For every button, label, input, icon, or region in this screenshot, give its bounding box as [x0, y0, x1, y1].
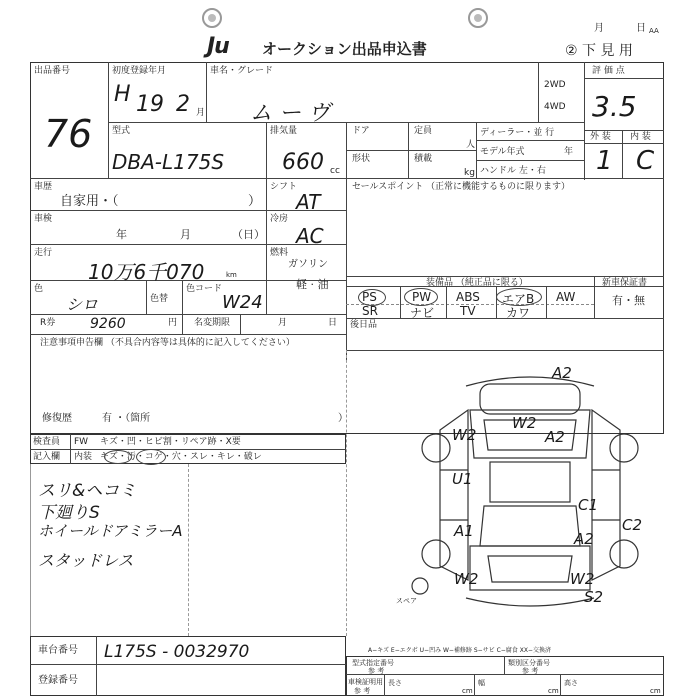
spare-label: スペア — [396, 597, 417, 605]
capacity-label: 定員 — [414, 126, 433, 136]
exterior-score: 1 — [596, 146, 613, 176]
warranty-value: 有・無 — [612, 294, 645, 307]
registration-month: 2 — [176, 92, 190, 117]
car-name-label: 車名・グレード — [210, 66, 274, 76]
spec-type-label: 型式指定番号 — [352, 659, 394, 667]
load-label: 積載 — [414, 154, 433, 164]
spec-class-label: 類別区分番号 — [508, 659, 550, 667]
shaken-year: 年 — [116, 228, 127, 241]
name-change-day: 日 — [328, 318, 338, 328]
mileage-value: 10万6千070 — [88, 260, 205, 284]
mark-w2-right-rear: W2 — [570, 570, 595, 588]
chassis-label: 車台番号 — [38, 645, 78, 656]
mark-u1: U1 — [452, 470, 473, 488]
dealer-label: ディーラー・並 行 — [480, 128, 555, 138]
circle-airbag — [496, 288, 542, 306]
shaken-day: （日） — [232, 228, 265, 241]
logo: Ju — [207, 34, 229, 59]
lot-value: 76 — [44, 112, 93, 156]
form-title: オークション出品申込書 — [262, 40, 427, 58]
inspector-items: キズ・凹・ヒビ割・リペア跡・X要 — [100, 437, 241, 447]
mark-a2-top: A2 — [552, 364, 572, 382]
drive-4wd: 4WD — [544, 102, 566, 112]
score-value: 3.5 — [592, 90, 637, 123]
entry-interior: 内装 — [74, 452, 93, 462]
shape-label: 形状 — [352, 154, 371, 164]
spec-cert-label: 車検証明用 — [348, 678, 383, 686]
inspector-label: 検査員 — [33, 437, 61, 447]
entry-label: 記入欄 — [33, 452, 61, 462]
model-value: DBA‐L175S — [112, 150, 225, 174]
equip-airbag: エアB — [502, 292, 535, 306]
handwritten-note-1: スリ&ヘコミ — [38, 481, 137, 501]
mark-w2-hood: W2 — [512, 414, 537, 432]
circle-pw — [404, 288, 438, 306]
recycle-unit: 円 — [168, 318, 178, 328]
displacement-value: 660 — [282, 150, 324, 175]
model-year-label: モデル年式 — [480, 147, 525, 157]
equipment-row-1 — [352, 290, 592, 304]
mark-c1: C1 — [578, 496, 599, 514]
day-label: 日 — [636, 23, 646, 34]
spec-cert-sub: 参 考 — [354, 687, 371, 695]
inspector-fw: FW — [74, 437, 89, 447]
usage-label: 車歴 — [34, 182, 53, 192]
color-code-label: 色コード — [186, 284, 223, 294]
model-year-unit: 年 — [564, 147, 574, 157]
repair-close: ） — [338, 413, 348, 424]
aa-label: AA — [649, 27, 659, 35]
fuel-label: 燃料 — [270, 248, 289, 258]
lot-label: 出品番号 — [34, 66, 71, 76]
handle-label: ハンドル 左・右 — [480, 166, 546, 176]
mark-a2-right: A2 — [574, 530, 594, 548]
mark-a2-hood: A2 — [545, 428, 565, 446]
interior-score: C — [636, 146, 655, 176]
circle-dirt — [136, 449, 166, 465]
registration-label: 初度登録年月 — [112, 66, 167, 76]
interior-label: 内 装 — [630, 132, 651, 142]
fuel-value-2: 軽 · 油 — [296, 278, 329, 291]
equip-leather: カワ — [506, 306, 531, 320]
color-label: 色 — [34, 284, 44, 294]
punch-hole-left — [202, 8, 222, 28]
spec-type-sub: 参 考 — [368, 667, 385, 675]
circle-scratch — [104, 450, 132, 464]
registration-era: H — [114, 82, 131, 107]
notes-label: 注意事項申告欄 （不具合内容等は具体的に記入してください） — [40, 338, 295, 348]
displacement-label: 排気量 — [270, 126, 298, 136]
color-code-value: W24 — [222, 292, 263, 313]
usage-value: 自家用・（ — [60, 194, 119, 209]
spec-class-sub: 参 考 — [522, 667, 539, 675]
registration-month-unit: 月 — [196, 108, 206, 118]
repair-label: 修復歴 — [42, 413, 72, 424]
reg-number-label: 登録番号 — [38, 675, 78, 686]
equip-navi: ナビ — [410, 306, 435, 320]
mark-a1: A1 — [454, 522, 474, 540]
displacement-unit: cc — [330, 166, 340, 176]
recycle-value: 9260 — [90, 316, 126, 332]
spec-width: 幅 — [478, 679, 485, 687]
warranty-label: 新車保証書 — [602, 278, 648, 288]
drive-2wd: 2WD — [544, 80, 566, 90]
shaken-label: 車検 — [34, 214, 53, 224]
punch-hole-right — [468, 8, 488, 28]
mileage-unit: km — [226, 271, 237, 279]
circle-ps — [358, 289, 386, 306]
spec-length: 長さ — [388, 679, 402, 687]
equip-tv: TV — [460, 304, 476, 318]
equipment-row-2 — [352, 304, 592, 318]
damage-legend: A−キズ E−エクボ U−凹み W−補修跡 S−サビ C−腐食 XX−交換済 — [368, 647, 551, 654]
handwritten-note-2: 下廻りS — [38, 503, 100, 523]
mark-w2-left-front: W2 — [452, 426, 477, 444]
sales-point-label: セールスポイント （正常に機能するものに限ります） — [352, 182, 571, 192]
rear-seat-label: 後日品 — [350, 320, 378, 330]
exterior-label: 外 装 — [590, 132, 611, 142]
entry-interior-items: キズ・汚・コゲ・穴・スレ・キレ・破レ — [100, 452, 262, 462]
score-label: 評 価 点 — [592, 66, 625, 76]
usage-close: ） — [248, 194, 262, 209]
equip-pw: PW — [412, 290, 432, 304]
month-label: 月 — [594, 23, 604, 34]
chassis-value: L175S ‐ 0032970 — [104, 642, 250, 662]
mark-c2: C2 — [622, 516, 643, 534]
equip-ps: PS — [362, 290, 377, 304]
name-change-label: 名変期限 — [194, 318, 231, 328]
ac-label: 冷房 — [270, 214, 289, 224]
handwritten-note-3: ホイールドアミラーA — [38, 522, 183, 540]
mark-s2: S2 — [584, 588, 604, 606]
equip-sr: SR — [362, 304, 378, 318]
spec-height-unit: cm — [650, 687, 661, 695]
spec-height: 高さ — [564, 679, 578, 687]
mileage-label: 走行 — [34, 248, 53, 258]
repair-value: 有 ・（箇所 — [102, 413, 151, 424]
ac-value: AC — [296, 224, 324, 248]
fuel-value-1: ガソリン — [288, 259, 328, 270]
shift-value: AT — [296, 190, 321, 214]
color-value: シロ — [66, 295, 99, 314]
door-label: ドア — [352, 126, 370, 136]
handwritten-note-4: スタッドレス — [38, 551, 134, 570]
shift-label: シフト — [270, 182, 298, 192]
equip-aw: AW — [556, 290, 576, 304]
shaken-month: 月 — [180, 228, 191, 241]
color-change-label: 色替 — [150, 294, 169, 304]
inspection-note: ② 下 見 用 — [565, 43, 633, 59]
model-label: 型式 — [112, 126, 131, 136]
capacity-unit: 人 — [466, 140, 476, 150]
registration-year: 19 — [136, 92, 164, 117]
car-name-value: ム ー ヴ — [250, 101, 330, 126]
name-change-month: 月 — [278, 318, 288, 328]
spec-width-unit: cm — [548, 687, 559, 695]
mark-w2-left-rear: W2 — [454, 570, 479, 588]
car-damage-diagram — [400, 370, 660, 610]
spec-length-unit: cm — [462, 687, 473, 695]
recycle-label: R券 — [40, 318, 56, 328]
equip-abs: ABS — [456, 290, 480, 304]
equipment-title: 装備品 （純正品に限る） — [426, 278, 528, 288]
load-unit: kg — [464, 168, 475, 178]
